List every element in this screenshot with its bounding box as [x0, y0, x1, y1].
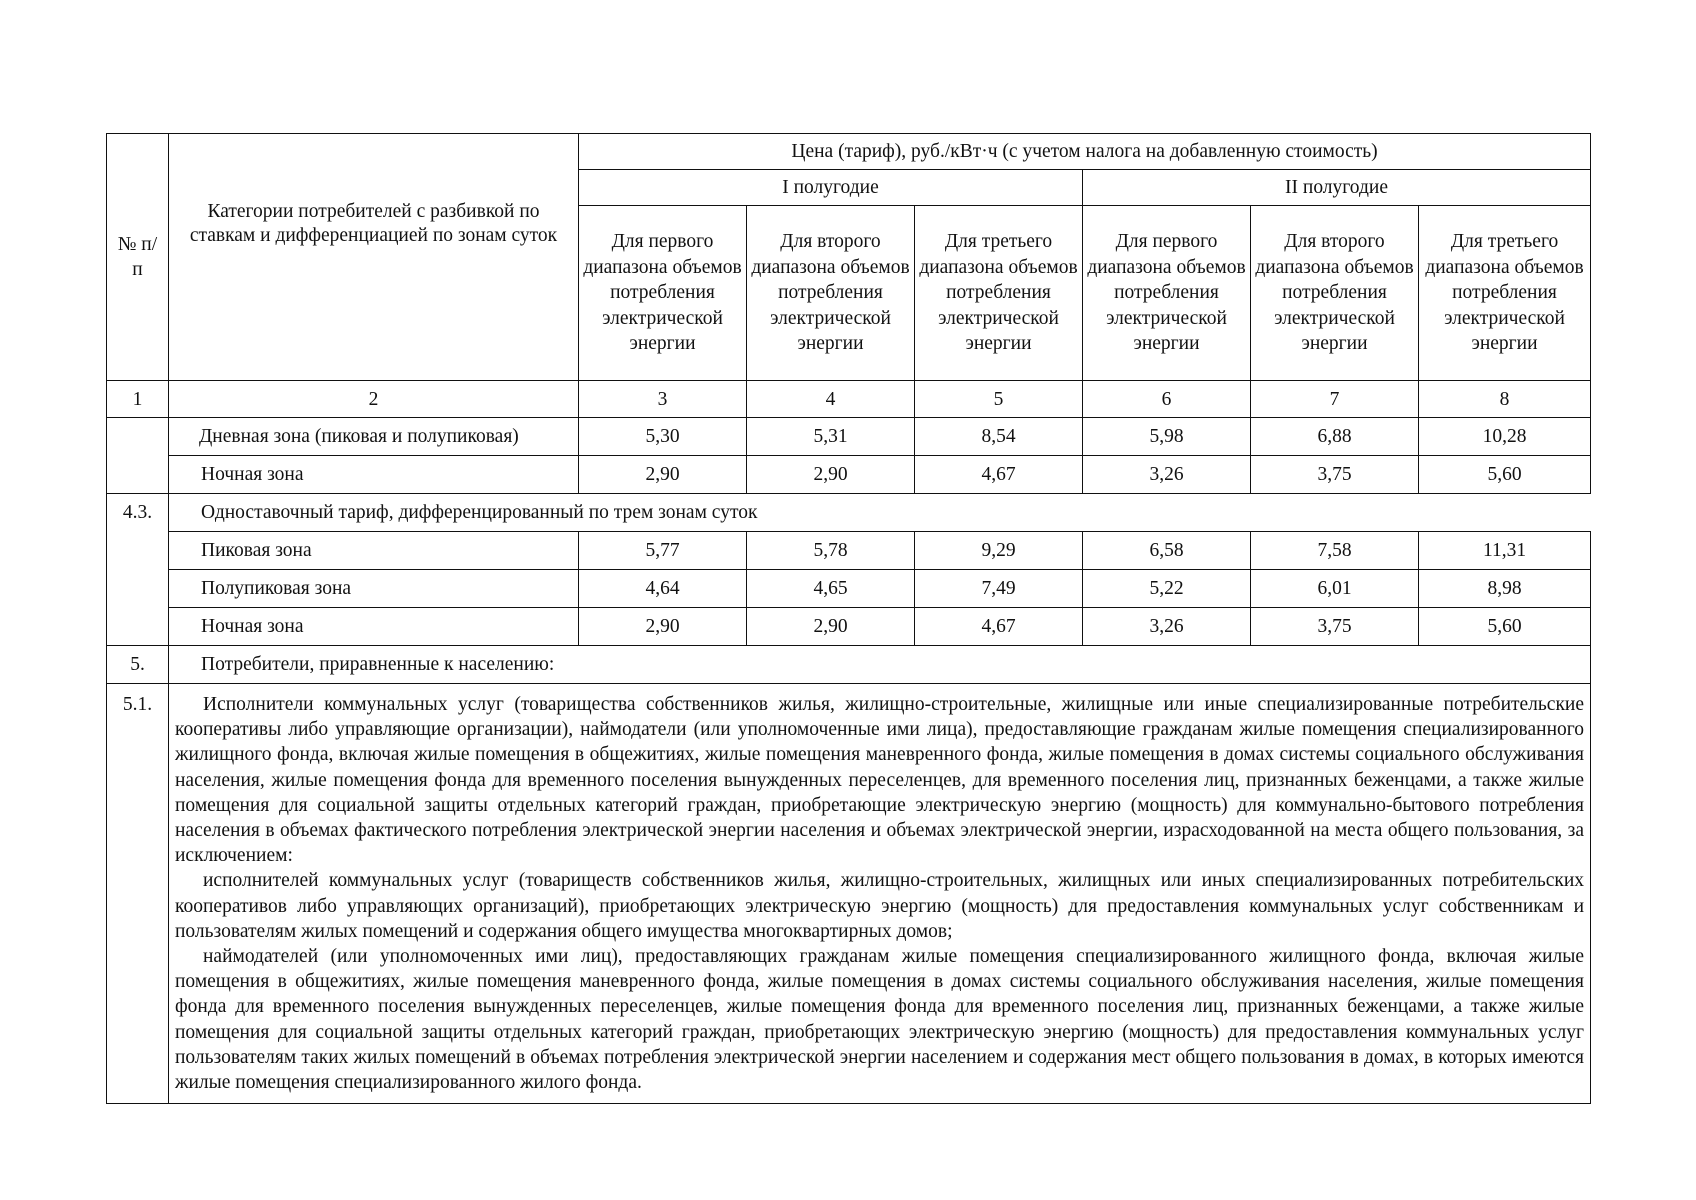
header-row-number: № п/п: [107, 134, 169, 381]
row-label: Полупиковая зона: [169, 570, 579, 608]
value-cell: 7,58: [1251, 532, 1419, 570]
value-cell: 5,98: [1083, 418, 1251, 456]
value-cell: 5,22: [1083, 570, 1251, 608]
section-text-5-1: [169, 684, 1591, 1104]
paragraph-3: наймодателей (или уполномоченных ими лиц), предоставляющих гражданам жилые помещения специализированного жилищного фонда, включая жилые помещения в общежитиях, жилые помещения маневренного фонда, жилые помещения в домах системы социального обслуживания населения, жилые помещения фонда для временного поселения вынужденных переселенцев, жилые помещения фонда для временного поселения лиц, признанных беженцами, а также жилые помещения для социальной защиты отдельных категорий граждан, приобретающих электрическую энергию (мощность) для предоставления коммунальных услуг пользователям таких жилых помещений в объемах потребления электрической энергии населением и содержания мест общего пользования в домах, в которых имеются жилые помещения специализированного жилого фонда.: [175, 946, 1585, 1094]
section-row-5-1: [107, 684, 1591, 1104]
value-cell: 2,90: [579, 456, 747, 494]
row-label: Ночная зона: [169, 456, 579, 494]
row-label: Дневная зона (пиковая и полупиковая): [169, 418, 579, 456]
table-row: [107, 418, 1591, 456]
value-cell: 4,64: [579, 570, 747, 608]
value-cell: 5,77: [579, 532, 747, 570]
header-range-2-2: Для второго диапазона объемов потребления электрической энергии: [1251, 206, 1419, 381]
value-cell: 6,01: [1251, 570, 1419, 608]
column-number-3: 3: [579, 381, 747, 418]
value-cell: 11,31: [1419, 532, 1591, 570]
value-cell: 6,88: [1251, 418, 1419, 456]
value-cell: 4,67: [915, 456, 1083, 494]
value-cell: 5,60: [1419, 456, 1591, 494]
column-number-7: 7: [1251, 381, 1419, 418]
column-number-4: 4: [747, 381, 915, 418]
value-cell: 5,30: [579, 418, 747, 456]
table-row: [107, 608, 1591, 646]
value-cell: 8,54: [915, 418, 1083, 456]
value-cell: 6,58: [1083, 532, 1251, 570]
row-number-5-1: 5.1.: [107, 684, 169, 1104]
value-cell: 2,90: [579, 608, 747, 646]
column-number-6: 6: [1083, 381, 1251, 418]
row-label: Ночная зона: [169, 608, 579, 646]
header-category: [169, 134, 579, 381]
column-number-2: 2: [169, 381, 579, 418]
value-cell: 3,26: [1083, 608, 1251, 646]
row-label: Пиковая зона: [169, 532, 579, 570]
table-row: [107, 532, 1591, 570]
row-number-5: 5.: [107, 646, 169, 684]
value-cell: 4,65: [747, 570, 915, 608]
value-cell: 5,78: [747, 532, 915, 570]
tariff-table: [106, 133, 1591, 1104]
value-cell: 3,75: [1251, 608, 1419, 646]
header-range-1-2: Для второго диапазона объемов потребления электрической энергии: [747, 206, 915, 381]
value-cell: 5,60: [1419, 608, 1591, 646]
value-cell: 2,90: [747, 608, 915, 646]
header-range-1-1: Для первого диапазона объемов потребления электрической энергии: [579, 206, 747, 381]
header-category-text: Категории потребителей с разбивкой по ставкам и дифференциацией по зонам суток: [189, 201, 558, 246]
value-cell: 9,29: [915, 532, 1083, 570]
table-row: [107, 456, 1591, 494]
section-row-5: [107, 646, 1591, 684]
header-price: Цена (тариф), руб./кВт·ч (с учетом налога на добавленную стоимость): [579, 134, 1591, 170]
column-number-8: 8: [1419, 381, 1591, 418]
column-number-1: 1: [107, 381, 169, 418]
tariff-document: [106, 133, 1590, 1104]
paragraph-1: Исполнители коммунальных услуг (товарищества собственников жилья, жилищно-строительные, жилищные или иные специализированные потребительские кооперативы либо управляющие организации), наймодатели (или уполномоченные ими лица), предоставляющие гражданам жилые помещения специализированного жилищного фонда, включая жилые помещения в общежитиях, жилые помещения маневренного фонда, жилые помещения в домах системы социального обслуживания населения, жилые помещения фонда для временного поселения вынужденных переселенцев, для временного поселения лиц, признанных беженцами, а также жилые помещения для социальной защиты отдельных категорий граждан, приобретающие электрическую энергию (мощность) для коммунально-бытового потребления населения в объемах фактического потребления электрической энергии населения и объемах электрической энергии, израсходованной на места общего пользования, за исключением:: [175, 694, 1585, 867]
header-range-2-3: Для третьего диапазона объемов потребления электрической энергии: [1419, 206, 1591, 381]
table-row: [107, 570, 1591, 608]
value-cell: 10,28: [1419, 418, 1591, 456]
row-number-4-3: 4.3.: [107, 494, 169, 646]
header-range-2-1: Для первого диапазона объемов потребления электрической энергии: [1083, 206, 1251, 381]
value-cell: 8,98: [1419, 570, 1591, 608]
paragraph-2: исполнителей коммунальных услуг (товариществ собственников жилья, жилищно-строительных, жилищных или иных специализированных потребительских кооперативов либо управляющих организаций), приобретающих электрическую энергию (мощность) для предоставления коммунальных услуг собственникам и пользователям жилых помещений и содержания общего имущества многоквартирных домов;: [175, 870, 1585, 942]
column-number-5: 5: [915, 381, 1083, 418]
header-half-year-1: I полугодие: [579, 170, 1083, 206]
value-cell: 3,26: [1083, 456, 1251, 494]
header-range-1-3: Для третьего диапазона объемов потребления электрической энергии: [915, 206, 1083, 381]
value-cell: 5,31: [747, 418, 915, 456]
header-half-year-2: II полугодие: [1083, 170, 1591, 206]
section-row-4-3: [107, 494, 1591, 532]
section-title-4-3: Одноставочный тариф, дифференцированный по трем зонам суток: [169, 494, 1591, 532]
row-number-empty: [107, 418, 169, 494]
section-title-5: Потребители, приравненные к населению:: [169, 646, 1591, 684]
value-cell: 4,67: [915, 608, 1083, 646]
value-cell: 2,90: [747, 456, 915, 494]
value-cell: 3,75: [1251, 456, 1419, 494]
value-cell: 7,49: [915, 570, 1083, 608]
